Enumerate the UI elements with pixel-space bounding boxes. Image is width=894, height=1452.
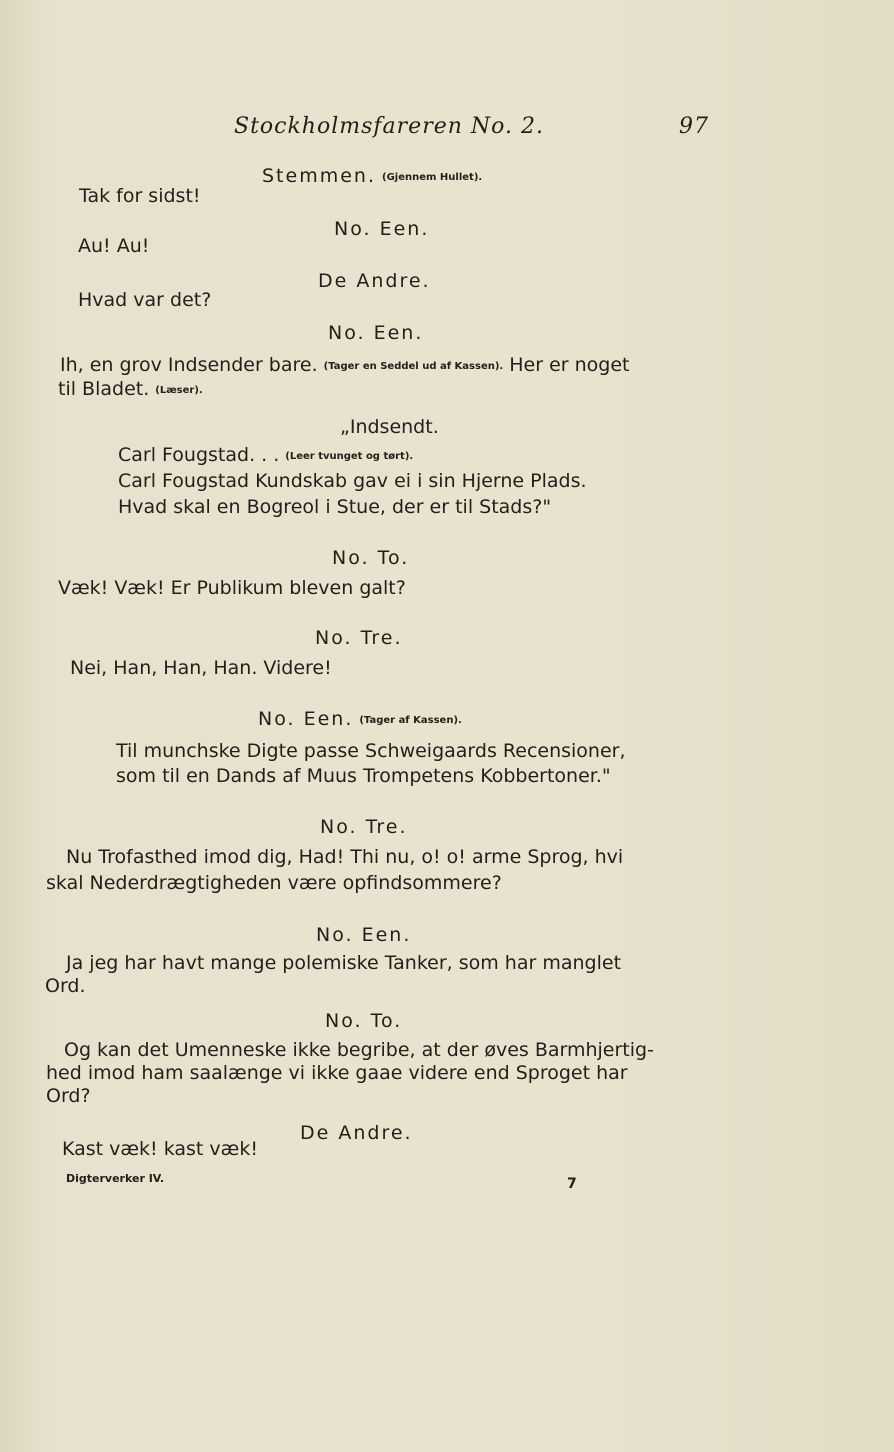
printer-signature: Digterverker IV.	[66, 1172, 165, 1185]
dialogue-line: Ord.	[45, 975, 86, 997]
speaker-name: No. Tre.	[320, 816, 408, 838]
dialogue-line: Kast væk! kast væk!	[62, 1138, 258, 1160]
speaker-name: De Andre.	[318, 270, 431, 292]
dialogue-line: hed imod ham saalænge vi ikke gaae videre end Sproget har	[46, 1062, 628, 1084]
quote-line: Carl Fougstad Kundskab gav ei i sin Hjerne Plads.	[118, 470, 587, 492]
speaker-name: No. To.	[332, 547, 410, 569]
dialogue-line: Hvad var det?	[78, 289, 212, 311]
dialogue-line: Nu Trofasthed imod dig, Had! Thi nu, o! o! arme Sprog, hvi	[66, 846, 624, 868]
dialogue-line: skal Nederdrægtigheden være opfindsommere?	[46, 872, 502, 894]
dialogue-line: Ih, en grov Indsender bare. (Tager en Seddel ud af Kassen). Her er noget	[60, 354, 630, 376]
sheet-number: 7	[567, 1176, 577, 1192]
speaker-name: No. Een.	[334, 218, 430, 240]
speaker-name: De Andre.	[300, 1122, 413, 1144]
dialogue-line: Ja jeg har havt mange polemiske Tanker, som har manglet	[66, 952, 622, 974]
speaker-name: Stemmen. (Gjennem Hullet).	[262, 165, 483, 187]
dialogue-line: til Bladet. (Læser).	[58, 378, 203, 400]
dialogue-line: Nei, Han, Han, Han. Videre!	[70, 657, 332, 679]
page-number: 97	[679, 114, 709, 139]
dialogue-line: Tak for sidst!	[79, 185, 201, 207]
quote-line: som til en Dands af Muus Trompetens Kobbertoner."	[116, 765, 611, 787]
speaker-name: No. Een. (Tager af Kassen).	[258, 708, 462, 730]
speaker-name: No. To.	[325, 1010, 403, 1032]
quote-line: Carl Fougstad. . . (Leer tvunget og tørt).	[118, 444, 414, 466]
stage-direction: (Tager af Kassen).	[359, 715, 462, 726]
dialogue-line: Væk! Væk! Er Publikum bleven galt?	[58, 577, 406, 599]
stage-direction: (Gjennem Hullet).	[382, 172, 483, 183]
dialogue-line: Og kan det Umenneske ikke begribe, at der øves Barmhjertig-	[64, 1039, 654, 1061]
speaker-name: No. Tre.	[315, 627, 403, 649]
quote-line: Til munchske Digte passe Schweigaards Recensioner,	[116, 740, 626, 762]
running-title: Stockholmsfareren No. 2.	[234, 114, 544, 139]
speaker-name: No. Een.	[316, 924, 412, 946]
dialogue-line: Ord?	[46, 1085, 91, 1107]
speaker-name: No. Een.	[328, 322, 424, 344]
stage-direction: (Læser).	[155, 385, 203, 396]
stage-direction: (Leer tvunget og tørt).	[285, 451, 414, 462]
stage-direction: (Tager en Seddel ud af Kassen).	[323, 361, 504, 372]
quote-title: „Indsendt.	[340, 416, 439, 438]
dialogue-line: Au! Au!	[78, 235, 150, 257]
quote-line: Hvad skal en Bogreol i Stue, der er til Stads?"	[118, 496, 552, 518]
